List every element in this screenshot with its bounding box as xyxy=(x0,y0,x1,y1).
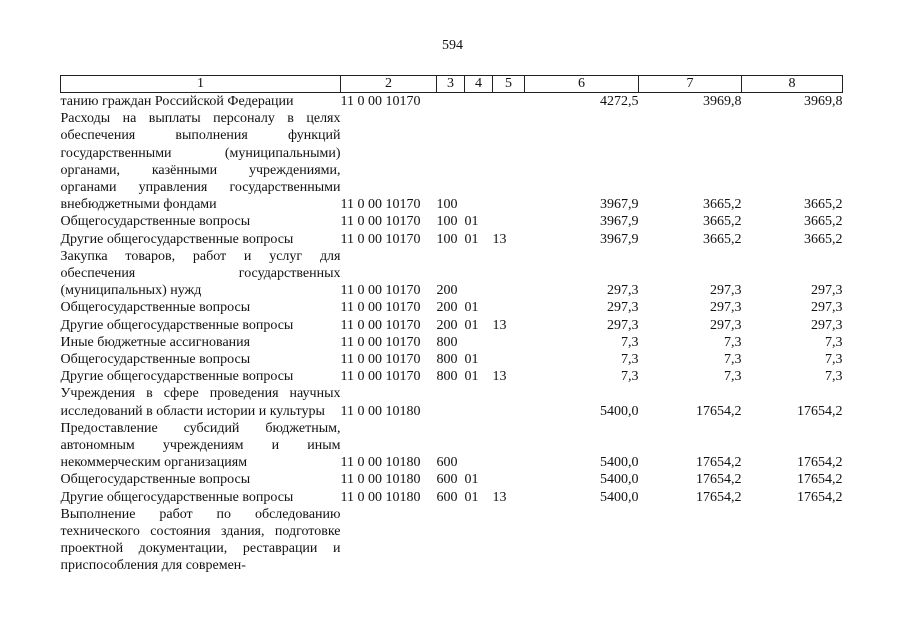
target-article-code: 11 0 00 10170 xyxy=(340,352,421,368)
header-col-3: 3 xyxy=(437,76,465,93)
expense-type-code xyxy=(437,385,465,419)
table-row xyxy=(61,231,843,248)
amount-col-6: 297,3 xyxy=(607,317,639,333)
row-description: Учреждения в сфере проведения научных исследований в области истории и культуры xyxy=(60,386,341,419)
subsection-code xyxy=(493,471,525,488)
amount-col-6 xyxy=(525,506,639,575)
section-code: 01 xyxy=(464,352,479,368)
expense-type-code: 100 xyxy=(436,197,458,213)
amount-col-8: 7,3 xyxy=(825,334,843,350)
expense-type-code: 600 xyxy=(436,472,458,488)
amount-col-7: 3969,8 xyxy=(703,94,742,109)
amount-col-7: 17654,2 xyxy=(696,489,742,505)
amount-col-7: 297,3 xyxy=(710,283,742,299)
subsection-code: 13 xyxy=(492,317,507,333)
table-row xyxy=(61,93,843,111)
amount-col-8: 3969,8 xyxy=(804,94,843,109)
header-row xyxy=(61,76,843,93)
row-description: Другие общегосударственные вопросы xyxy=(60,317,294,333)
target-article-code: 11 0 00 10180 xyxy=(340,472,421,488)
amount-col-7: 297,3 xyxy=(710,300,742,316)
amount-col-6: 7,3 xyxy=(621,369,639,385)
target-article-code: 11 0 00 10170 xyxy=(340,214,421,230)
amount-col-6: 3967,9 xyxy=(600,197,639,213)
subsection-code xyxy=(493,420,525,472)
row-description: Общегосударственные вопросы xyxy=(60,300,251,316)
row-description: Закупка товаров, работ и услуг для обеспечения государственных (муниципальных) нужд xyxy=(60,248,341,299)
section-code: 01 xyxy=(464,489,479,505)
amount-col-6: 7,3 xyxy=(621,352,639,368)
amount-col-6: 5400,0 xyxy=(600,455,639,471)
row-description: Расходы на выплаты персоналу в целях обеспечения выполнения функций государственными (муниципальными) органами, казёнными учреждениями, органами управления государственными внебюджетными фондами xyxy=(60,111,341,213)
subsection-code xyxy=(493,351,525,368)
row-description: Другие общегосударственные вопросы xyxy=(60,369,294,385)
header-col-1: 1 xyxy=(61,76,341,93)
table-row xyxy=(61,317,843,334)
section-code xyxy=(465,93,493,111)
target-article-code: 11 0 00 10170 xyxy=(340,317,421,333)
amount-col-7: 3665,2 xyxy=(703,197,742,213)
section-code: 01 xyxy=(464,231,479,247)
header-col-4: 4 xyxy=(465,76,493,93)
header-col-2: 2 xyxy=(341,76,437,93)
subsection-code xyxy=(493,248,525,300)
amount-col-7: 7,3 xyxy=(724,352,742,368)
section-code xyxy=(465,506,493,575)
header-col-8: 8 xyxy=(742,76,843,93)
amount-col-8: 17654,2 xyxy=(797,455,843,471)
row-description: Другие общегосударственные вопросы xyxy=(60,231,294,247)
amount-col-8: 3665,2 xyxy=(804,231,843,247)
subsection-code xyxy=(493,385,525,419)
subsection-code xyxy=(493,506,525,575)
expense-type-code: 200 xyxy=(436,300,458,316)
amount-col-8: 7,3 xyxy=(825,369,843,385)
amount-col-8: 297,3 xyxy=(811,317,843,333)
amount-col-8: 297,3 xyxy=(811,283,843,299)
target-article-code: 11 0 00 10170 xyxy=(340,283,421,299)
header-col-6: 6 xyxy=(525,76,639,93)
amount-col-6: 297,3 xyxy=(607,300,639,316)
section-code: 01 xyxy=(464,214,479,230)
expense-type-code: 600 xyxy=(436,489,458,505)
target-article-code: 11 0 00 10180 xyxy=(340,489,421,505)
amount-col-6: 5400,0 xyxy=(600,489,639,505)
amount-col-7: 7,3 xyxy=(724,334,742,350)
amount-col-6: 7,3 xyxy=(621,334,639,350)
expense-type-code: 800 xyxy=(436,369,458,385)
amount-col-7: 297,3 xyxy=(710,317,742,333)
row-description: Общегосударственные вопросы xyxy=(60,472,251,488)
subsection-code: 13 xyxy=(492,369,507,385)
expense-type-code xyxy=(437,506,465,575)
row-description: Выполнение работ по обследованию технического состояния здания, подготовке проектной документации, реставрации и приспособления для современ- xyxy=(60,506,341,574)
expense-type-code: 100 xyxy=(436,231,458,247)
budget-table xyxy=(60,75,843,575)
target-article-code: 11 0 00 10170 xyxy=(340,334,421,350)
row-description: Общегосударственные вопросы xyxy=(60,214,251,230)
subsection-code xyxy=(493,334,525,351)
row-description: танию граждан Российской Федерации xyxy=(60,94,294,109)
amount-col-7: 17654,2 xyxy=(696,455,742,471)
amount-col-6: 4272,5 xyxy=(600,94,639,109)
section-code: 01 xyxy=(464,317,479,333)
page-number: 594 xyxy=(442,38,463,53)
target-article-code xyxy=(341,506,437,575)
section-code xyxy=(465,420,493,472)
section-code: 01 xyxy=(464,472,479,488)
amount-col-8: 17654,2 xyxy=(797,489,843,505)
subsection-code xyxy=(493,213,525,230)
expense-type-code: 200 xyxy=(436,283,458,299)
section-code xyxy=(465,248,493,300)
expense-type-code: 200 xyxy=(436,317,458,333)
target-article-code: 11 0 00 10170 xyxy=(340,94,421,109)
table-row xyxy=(61,351,843,368)
header-col-7: 7 xyxy=(639,76,742,93)
amount-col-8: 3665,2 xyxy=(804,197,843,213)
amount-col-7: 17654,2 xyxy=(696,403,742,419)
table-row xyxy=(61,368,843,385)
amount-col-6: 3967,9 xyxy=(600,231,639,247)
table-row xyxy=(61,385,843,419)
amount-col-7: 3665,2 xyxy=(703,231,742,247)
amount-col-8: 3665,2 xyxy=(804,214,843,230)
table-row xyxy=(61,471,843,488)
target-article-code: 11 0 00 10180 xyxy=(340,403,421,419)
amount-col-8: 7,3 xyxy=(825,352,843,368)
amount-col-8: 297,3 xyxy=(811,300,843,316)
target-article-code: 11 0 00 10170 xyxy=(340,369,421,385)
amount-col-8: 17654,2 xyxy=(797,472,843,488)
table-row xyxy=(61,420,843,472)
table-row xyxy=(61,334,843,351)
expense-type-code: 800 xyxy=(436,352,458,368)
target-article-code: 11 0 00 10170 xyxy=(340,231,421,247)
amount-col-6: 5400,0 xyxy=(600,403,639,419)
amount-col-6: 5400,0 xyxy=(600,472,639,488)
row-description: Иные бюджетные ассигнования xyxy=(60,334,251,350)
expense-type-code xyxy=(437,93,465,111)
amount-col-7: 17654,2 xyxy=(696,472,742,488)
target-article-code: 11 0 00 10170 xyxy=(340,197,421,213)
table-header xyxy=(61,76,843,93)
expense-type-code: 600 xyxy=(436,455,458,471)
amount-col-8 xyxy=(742,506,843,575)
expense-type-code: 100 xyxy=(436,214,458,230)
row-description: Предоставление субсидий бюджетным, автономным учреждениям и иным некоммерческим организациям xyxy=(60,420,341,471)
amount-col-6: 3967,9 xyxy=(600,214,639,230)
amount-col-7: 3665,2 xyxy=(703,214,742,230)
table-row xyxy=(61,110,843,213)
amount-col-8: 17654,2 xyxy=(797,403,843,419)
section-code: 01 xyxy=(464,300,479,316)
table-row xyxy=(61,506,843,575)
section-code xyxy=(465,385,493,419)
section-code: 01 xyxy=(464,369,479,385)
subsection-code: 13 xyxy=(492,489,507,505)
header-col-5: 5 xyxy=(493,76,525,93)
subsection-code xyxy=(493,110,525,213)
section-code xyxy=(465,110,493,213)
section-code xyxy=(465,334,493,351)
table-row xyxy=(61,299,843,316)
table-body xyxy=(61,93,843,575)
amount-col-7: 7,3 xyxy=(724,369,742,385)
target-article-code: 11 0 00 10180 xyxy=(340,455,421,471)
expense-type-code: 800 xyxy=(436,334,458,350)
row-description: Общегосударственные вопросы xyxy=(60,352,251,368)
table-row xyxy=(61,213,843,230)
subsection-code xyxy=(493,93,525,111)
subsection-code: 13 xyxy=(492,231,507,247)
row-description: Другие общегосударственные вопросы xyxy=(60,489,294,505)
table-row xyxy=(61,489,843,506)
subsection-code xyxy=(493,299,525,316)
target-article-code: 11 0 00 10170 xyxy=(340,300,421,316)
table-row xyxy=(61,248,843,300)
amount-col-6: 297,3 xyxy=(607,283,639,299)
amount-col-7 xyxy=(639,506,742,575)
